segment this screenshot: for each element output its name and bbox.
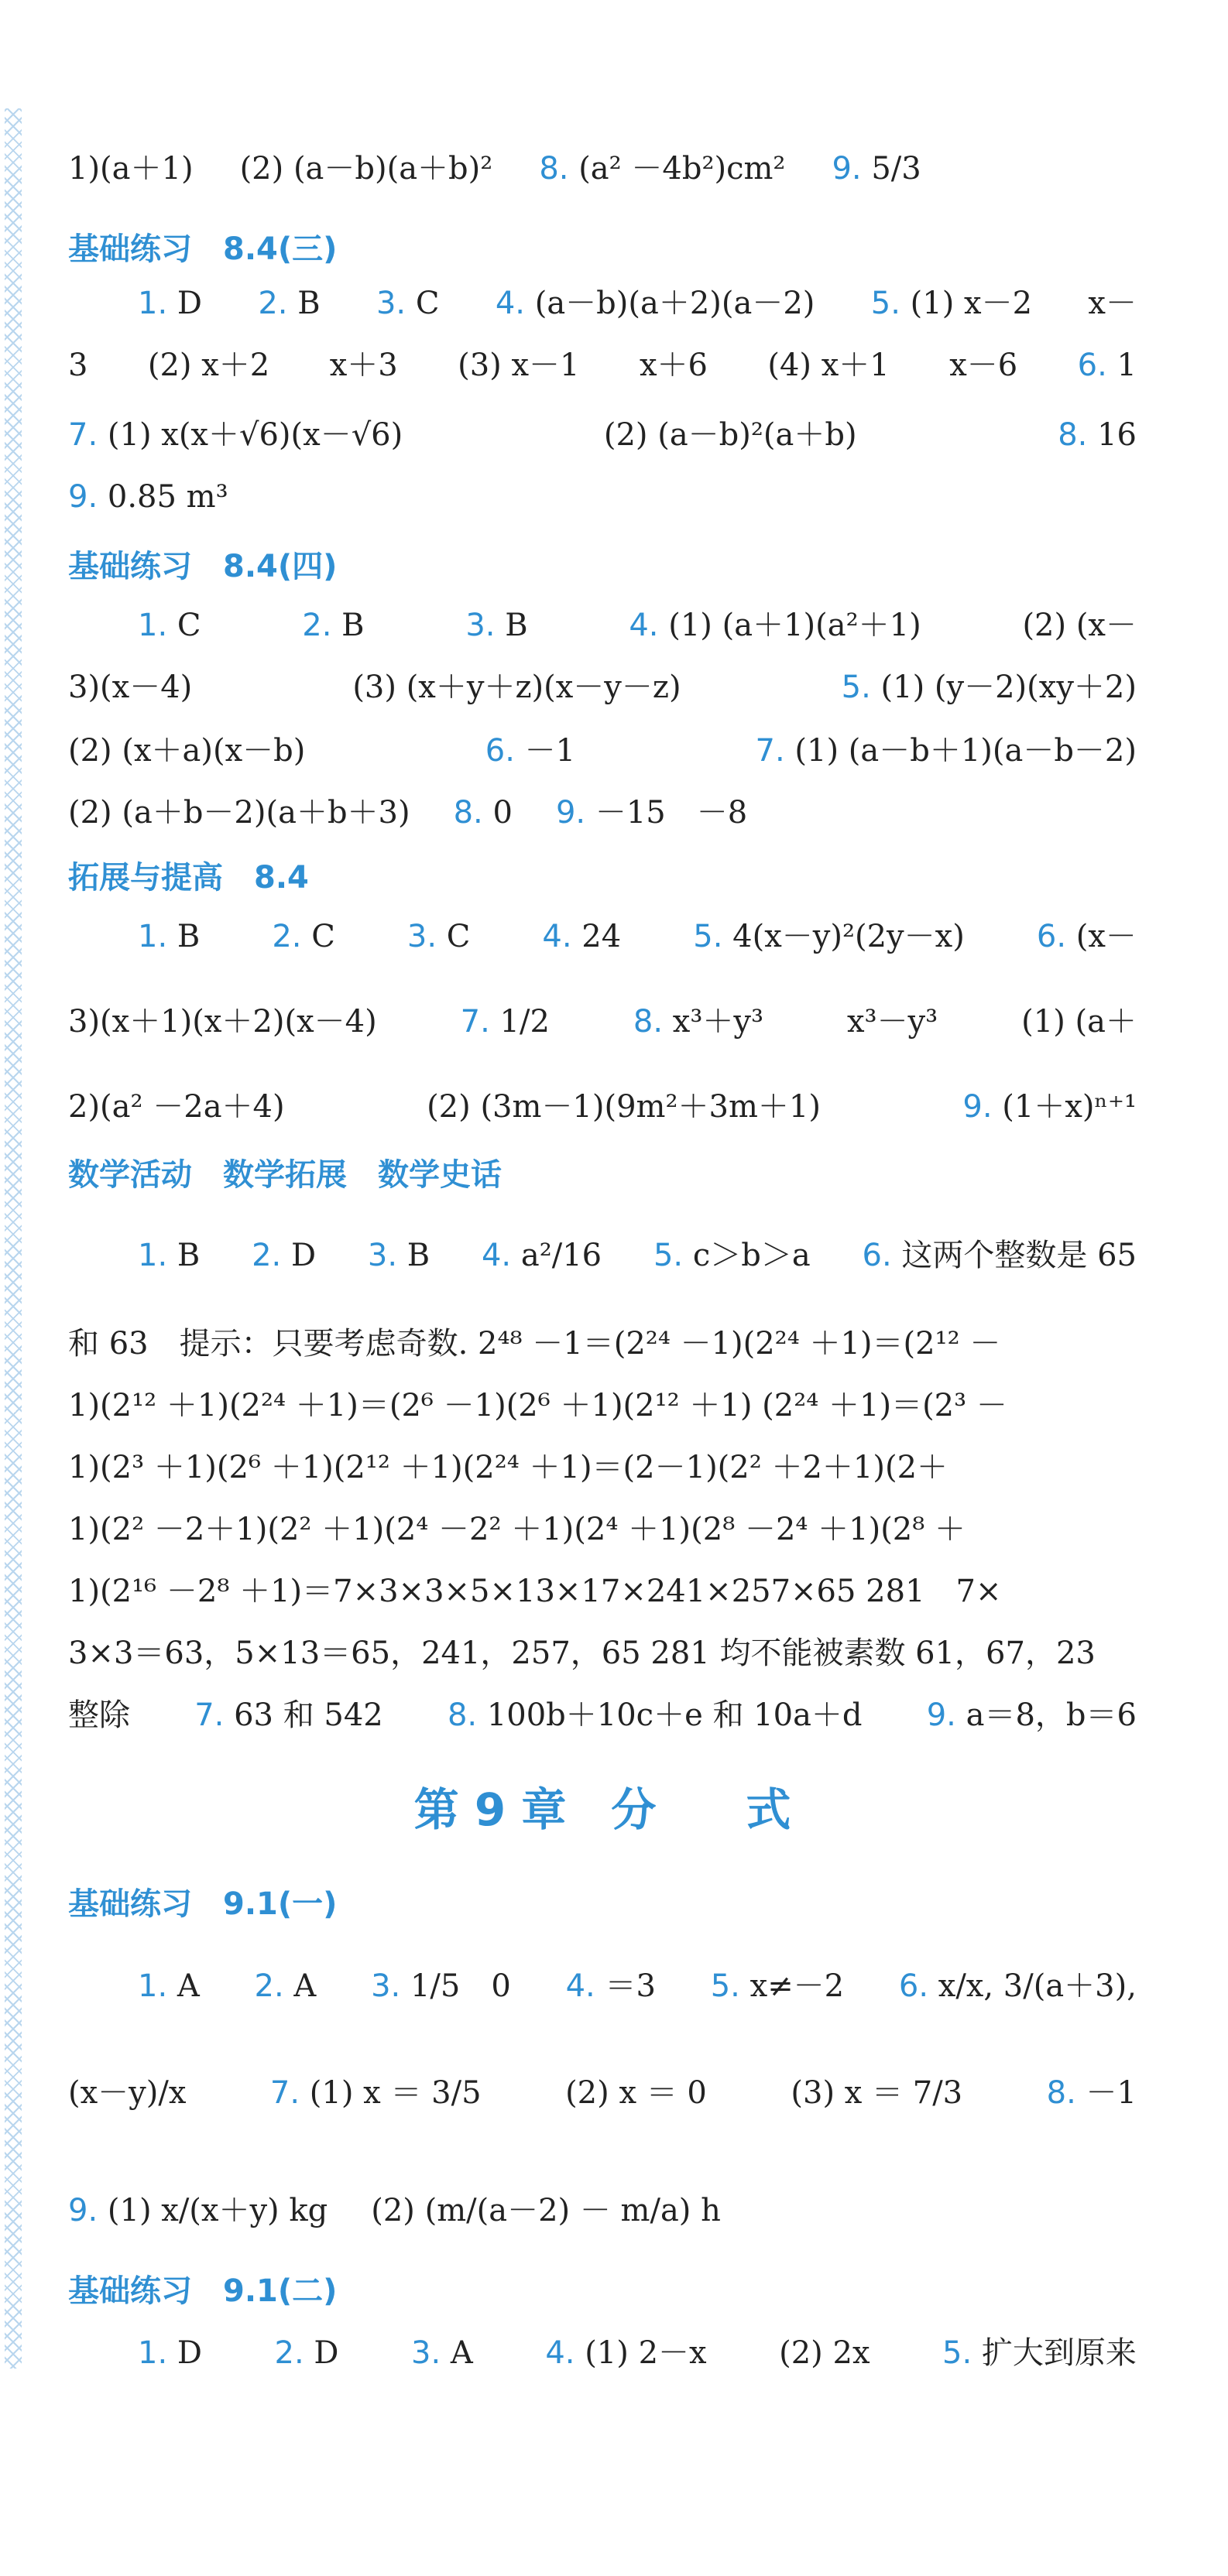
- text-line: [68, 782, 1137, 844]
- answer-item: 8. 16: [1058, 417, 1137, 453]
- answer-item: 8. (a² －4b²)cm²: [539, 151, 786, 187]
- text-line: [68, 404, 1137, 466]
- text-line: [68, 594, 1137, 656]
- answer-item: 1. B: [138, 1238, 201, 1273]
- answer-item: 2. D: [252, 1238, 317, 1273]
- answer-item: 3. C: [376, 286, 440, 321]
- section-heading: 基础练习 8.4(三): [68, 231, 338, 267]
- text-line: [68, 2180, 1137, 2242]
- answer-item: 8. 100b＋10c＋e 和 10a＋d: [447, 1697, 863, 1733]
- text-line: [68, 2322, 1137, 2384]
- text-line: [68, 720, 1137, 782]
- answer-item: 1. D: [138, 2335, 202, 2371]
- answer-item: 2. B: [302, 608, 365, 643]
- text-line: [68, 1225, 1137, 1286]
- answer-item: (2) (x－: [1022, 608, 1137, 643]
- answer-item: 9. 0.85 m³: [68, 479, 228, 515]
- answer-item: 1. D: [138, 286, 202, 321]
- text-line: [68, 906, 1137, 968]
- answer-item: 8. 0: [453, 795, 513, 831]
- answer-item: (2) 2x: [779, 2335, 870, 2371]
- text-line: [68, 138, 1137, 200]
- answer-item: 7. 63 和 542: [194, 1697, 383, 1733]
- answer-item: x－6: [949, 348, 1018, 383]
- answer-item: 5. (1) x－2: [870, 286, 1033, 321]
- answer-item: 6. x/x, 3/(a＋3),: [898, 1968, 1137, 2004]
- text-line: [68, 466, 1137, 528]
- answer-item: (3) x－1: [458, 348, 580, 383]
- answer-item: 3)(x－4): [68, 670, 193, 705]
- left-decorative-border: [5, 108, 22, 2369]
- answer-item: (3) (x＋y＋z)(x－y－z): [352, 670, 681, 705]
- answer-item: 3)(x＋1)(x＋2)(x－4): [68, 1004, 377, 1040]
- answer-item: 6. －1: [485, 733, 576, 769]
- answer-item: 5. c＞b＞a: [653, 1238, 811, 1273]
- section-heading: 基础练习 8.4(四): [68, 548, 338, 584]
- answer-item: (x－y)/x: [68, 2075, 187, 2111]
- answer-item: (2) (a＋b－2)(a＋b＋3): [68, 795, 410, 831]
- text-line: [68, 1560, 1137, 1622]
- answer-item: 9. (1＋x)ⁿ⁺¹: [962, 1089, 1137, 1125]
- answer-item: 4. (a－b)(a＋2)(a－2): [495, 286, 815, 321]
- answer-item: 6. 1: [1077, 348, 1137, 383]
- answer-item: 1)(2³ ＋1)(2⁶ ＋1)(2¹² ＋1)(2²⁴ ＋1)＝(2－1)(2² ＋2＋1)(2＋: [68, 1450, 948, 1485]
- answer-item: 7. (1) (a－b＋1)(a－b－2): [755, 733, 1137, 769]
- answer-item: 7. 1/2: [460, 1004, 550, 1040]
- section-heading: 基础练习 9.1(一): [68, 1886, 338, 1922]
- answer-item: x³－y³: [846, 1004, 938, 1040]
- text-line: [68, 1622, 1137, 1684]
- answer-item: 4. (1) 2－x: [545, 2335, 707, 2371]
- answer-item: 2. A: [254, 1968, 317, 2004]
- answer-item: 9. －15 －8: [555, 795, 748, 831]
- answer-item: 5. 扩大到原来: [942, 2335, 1137, 2371]
- answer-item: (2) (a－b)²(a＋b): [603, 417, 857, 453]
- answer-item: 2. B: [258, 286, 321, 321]
- section-heading: 基础练习 9.1(二): [68, 2273, 338, 2309]
- text-line: [68, 1955, 1137, 2017]
- text-line: [68, 1076, 1137, 1138]
- answer-item: 3. C: [406, 919, 471, 954]
- answer-item: 3. B: [367, 1238, 430, 1273]
- text-line: [68, 656, 1137, 718]
- answer-item: 4. ＝3: [565, 1968, 656, 2004]
- section-heading: 拓展与提高 8.4: [68, 859, 309, 896]
- answer-item: 2)(a² －2a＋4): [68, 1089, 285, 1125]
- answer-item: 6. 这两个整数是 65: [862, 1238, 1137, 1273]
- answer-item: (2) x ＝ 0: [565, 2075, 707, 2111]
- text-line: [68, 1499, 1137, 1560]
- answer-item: 整除: [68, 1697, 130, 1733]
- answer-item: 9. (1) x/(x＋y) kg: [68, 2193, 328, 2228]
- answer-item: x＋3: [329, 348, 398, 383]
- answer-item: 1. A: [138, 1968, 200, 2004]
- answer-item: 3. 1/5 0: [371, 1968, 511, 2004]
- answer-item: (2) (3m－1)(9m²＋3m＋1): [427, 1089, 821, 1125]
- answer-item: 3×3＝63，5×13＝65，241，257，65 281 均不能被素数 61，67，23: [68, 1636, 1096, 1671]
- text-line: [68, 991, 1137, 1053]
- answer-item: 9. a＝8，b＝6: [926, 1697, 1137, 1733]
- answer-item: 9. 5/3: [832, 151, 921, 187]
- answer-item: 1)(2¹⁶ －2⁸ ＋1)＝7×3×3×5×13×17×241×257×65 281 7×: [68, 1574, 1002, 1609]
- answer-item: 4. (1) (a＋1)(a²＋1): [629, 608, 921, 643]
- answer-item: 5. 4(x－y)²(2y－x): [693, 919, 965, 954]
- answer-item: (2) (m/(a－2) － m/a) h: [371, 2193, 721, 2228]
- section-heading: 数学活动 数学拓展 数学史话: [68, 1156, 502, 1193]
- answer-item: 和 63 提示：只要考虑奇数. 2⁴⁸ －1＝(2²⁴ －1)(2²⁴ ＋1)＝(2¹² －: [68, 1326, 1001, 1362]
- answer-item: 2. D: [274, 2335, 339, 2371]
- answer-item: x＋6: [639, 348, 708, 383]
- answer-item: 4. 24: [542, 919, 622, 954]
- text-line: [68, 1313, 1137, 1375]
- answer-item: (1) (a＋: [1021, 1004, 1137, 1040]
- answer-item: x－: [1088, 286, 1137, 321]
- text-line: [68, 334, 1137, 396]
- answer-item: 8. x³＋y³: [633, 1004, 764, 1040]
- answer-item: 1)(a＋1): [68, 151, 194, 187]
- answer-item: 8. －1: [1046, 2075, 1137, 2111]
- answer-item: 7. (1) x ＝ 3/5: [269, 2075, 482, 2111]
- answer-item: (3) x ＝ 7/3: [791, 2075, 963, 2111]
- answer-item: 3. B: [465, 608, 528, 643]
- answer-item: 5. x≠－2: [710, 1968, 845, 2004]
- answer-item: 5. (1) (y－2)(xy＋2): [841, 670, 1137, 705]
- text-line: [68, 1684, 1137, 1746]
- text-line: [68, 2062, 1137, 2124]
- answer-item: 1. B: [138, 919, 201, 954]
- answer-item: 1)(2¹² ＋1)(2²⁴ ＋1)＝(2⁶ －1)(2⁶ ＋1)(2¹² ＋1) (2²⁴ ＋1)＝(2³ －: [68, 1388, 1007, 1423]
- answer-item: (2) (a－b)(a＋b)²: [239, 151, 493, 187]
- answer-item: 1)(2² －2＋1)(2² ＋1)(2⁴ －2² ＋1)(2⁴ ＋1)(2⁸ －2⁴ ＋1)(2⁸ ＋: [68, 1512, 966, 1547]
- answer-item: 7. (1) x(x＋√6)(x－√6): [68, 417, 403, 453]
- answer-item: (4) x＋1: [767, 348, 890, 383]
- text-line: [68, 272, 1137, 334]
- answer-item: 3. A: [411, 2335, 473, 2371]
- answer-item: 4. a²/16: [481, 1238, 602, 1273]
- text-line: [68, 1437, 1137, 1499]
- answer-item: 2. C: [272, 919, 335, 954]
- text-line: [68, 1375, 1137, 1437]
- chapter-title: 第 9 章 分 式: [413, 1783, 791, 1836]
- answer-item: 1. C: [138, 608, 201, 643]
- answer-item: 3: [68, 348, 88, 383]
- answer-item: (2) x＋2: [147, 348, 270, 383]
- answer-item: 6. (x－: [1036, 919, 1137, 954]
- answer-item: (2) (x＋a)(x－b): [68, 733, 306, 769]
